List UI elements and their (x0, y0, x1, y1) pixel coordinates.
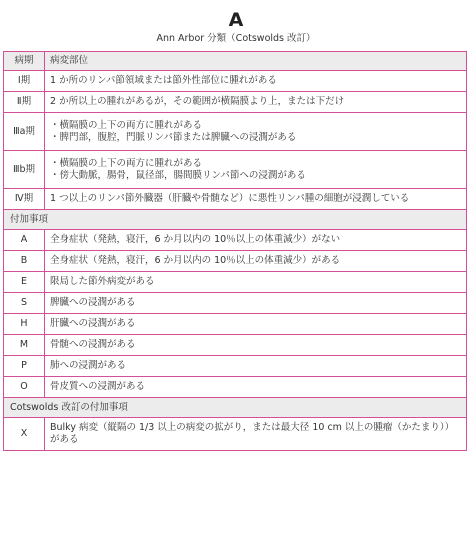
table-row (4, 335, 467, 356)
ann-arbor-classification-table (3, 51, 467, 451)
addendum-text: 全身症状（発熱，寝汗，6 か月以内の 10％以上の体重減少）がない (45, 230, 467, 251)
header-stage: 病期 (4, 52, 45, 71)
stage-description (45, 151, 467, 189)
addendum-code: P (4, 356, 45, 377)
addendum-text: 脾臓への浸潤がある (45, 293, 467, 314)
table-row (4, 151, 467, 189)
description-line: ・横隔膜の上下の両方に腫れがある (50, 157, 203, 169)
stage-description (45, 92, 467, 113)
addendum-code: B (4, 251, 45, 272)
description-line: 2 か所以上の腫れがあるが，その範囲が横隔膜より上，または下だけ (50, 96, 345, 107)
table-row (4, 113, 467, 151)
cotswolds-title: Cotswolds 改訂の付加事項 (4, 398, 467, 418)
stage-description (45, 113, 467, 151)
table-row (4, 251, 467, 272)
description-line: ・横隔膜の上下の両方に腫れがある (50, 119, 203, 131)
stage-label: Ⅰ期 (4, 71, 45, 92)
addendum-code: A (4, 230, 45, 251)
addendum-text: 骨皮質への浸潤がある (45, 377, 467, 398)
description-line: ・傍大動脈，腸骨，鼠径部，腸間膜リンパ節への浸潤がある (50, 169, 306, 181)
table-header-row (4, 52, 467, 71)
section-header-row (4, 210, 467, 230)
table-row (4, 272, 467, 293)
addendum-text: 肝臓への浸潤がある (45, 314, 467, 335)
addendum-text: 肺への浸潤がある (45, 356, 467, 377)
addendum-code: H (4, 314, 45, 335)
addendum-code: M (4, 335, 45, 356)
page-heading: A (228, 9, 244, 31)
stage-label: Ⅲa期 (4, 113, 45, 151)
stage-description (45, 71, 467, 92)
stage-description (45, 189, 467, 210)
section-header-row (4, 398, 467, 418)
description-line: 1 つ以上のリンパ節外臓器（肝臓や骨髄など）に悪性リンパ腫の細胞が浸潤している (50, 193, 410, 204)
table-row (4, 377, 467, 398)
addendum-code: O (4, 377, 45, 398)
table-row (4, 189, 467, 210)
addendum-text: 全身症状（発熱，寝汗，6 か月以内の 10％以上の体重減少）がある (45, 251, 467, 272)
addendum-code: X (4, 418, 45, 451)
header-site: 病変部位 (45, 52, 467, 71)
table-row (4, 293, 467, 314)
table-row (4, 418, 467, 451)
table-row (4, 71, 467, 92)
addendum-code: S (4, 293, 45, 314)
stage-label: Ⅲb期 (4, 151, 45, 189)
table-caption: Ann Arbor 分類（Cotswolds 改訂） (156, 33, 316, 44)
table-row (4, 314, 467, 335)
stage-label: Ⅱ期 (4, 92, 45, 113)
addendum-code: E (4, 272, 45, 293)
addendum-text: 骨髄への浸潤がある (45, 335, 467, 356)
addendum-text: Bulky 病変（縦隔の 1/3 以上の病変の拡がり，または最大径 10 cm 以上の腫瘤（かたまり））がある (45, 418, 467, 451)
table-row (4, 92, 467, 113)
table-row (4, 230, 467, 251)
table-row (4, 356, 467, 377)
stage-label: Ⅳ期 (4, 189, 45, 210)
description-line: ・脾門部，腹腔，門脈リンパ節または脾臓への浸潤がある (50, 131, 297, 143)
addenda-title: 付加事項 (4, 210, 467, 230)
addendum-text: 限局した節外病変がある (45, 272, 467, 293)
description-line: 1 か所のリンパ節領域または節外性部位に腫れがある (50, 75, 277, 86)
